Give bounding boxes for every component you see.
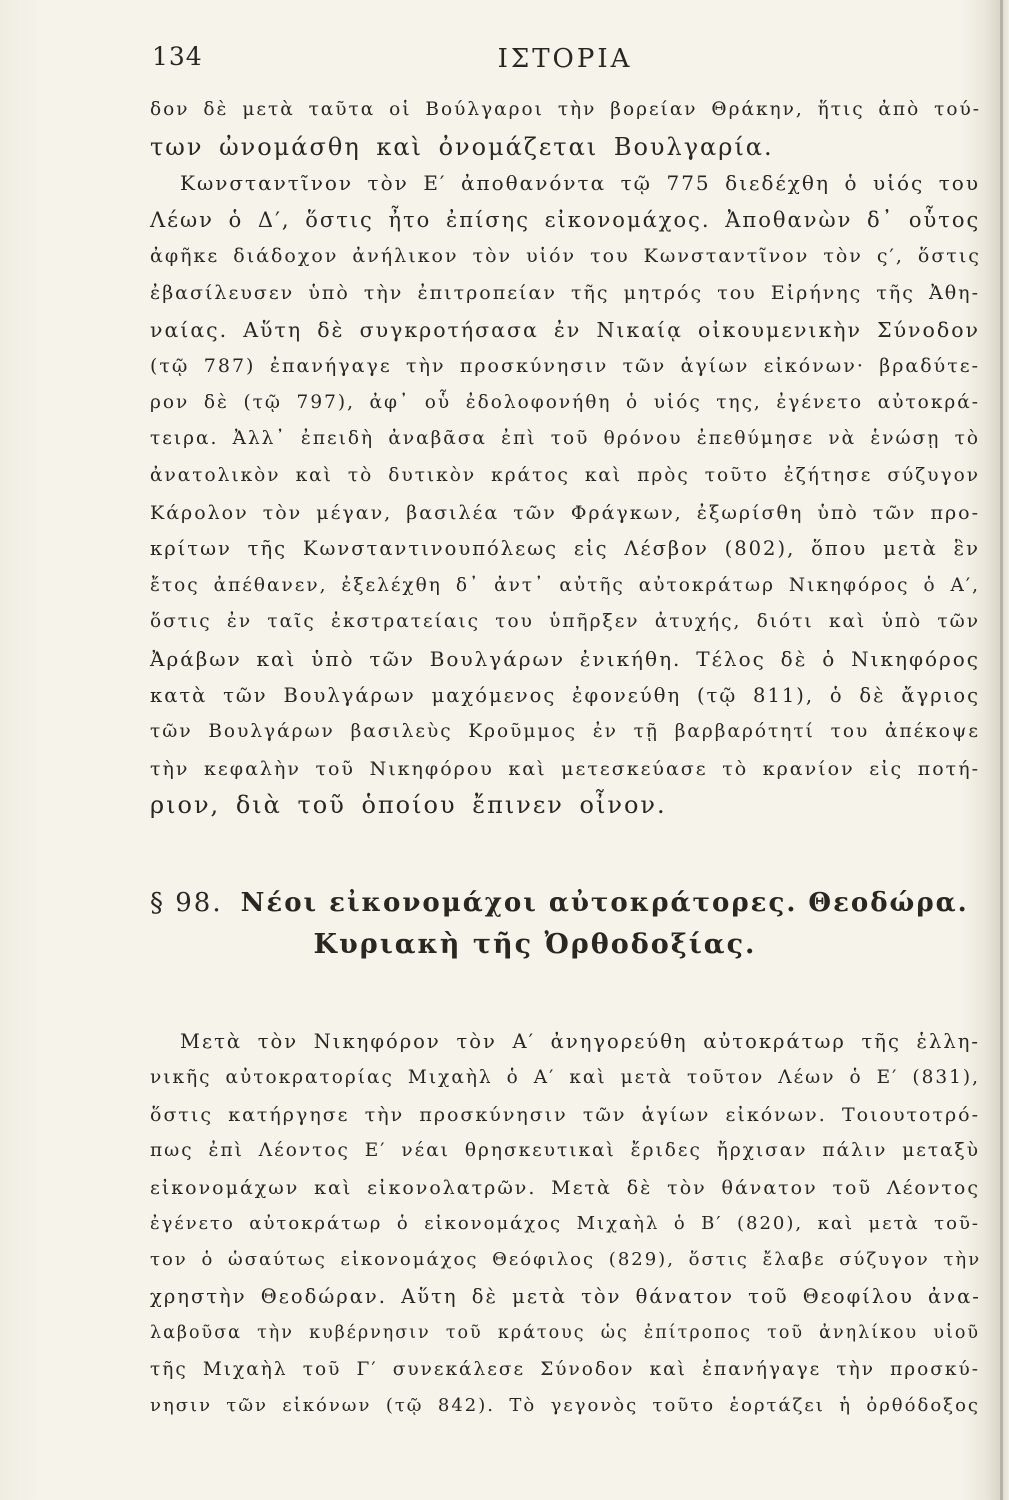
text-line: κατὰ τῶν Βουλγάρων μαχόμενος ἐφονεύθη (τῷ 811), ὁ δὲ ἄγριος [150, 683, 980, 707]
text-line: ἔτος ἀπέθανεν, ἐξελέχθη δ᾽ ἀντ᾽ αὐτῆς αὐτοκράτωρ Νικηφόρος ὁ Α′, [150, 574, 980, 596]
section-heading [150, 882, 980, 966]
page-number: 134 [152, 42, 203, 71]
text-line: πως ἐπὶ Λέοντος Ε′ νέαι θρησκευτικαὶ ἔριδες ἤρχισαν πάλιν μεταξὺ [150, 1140, 980, 1162]
section-title-part-2: Κυριακὴ τῆς Ὀρθοδοξίας. [313, 929, 757, 960]
section-title-part-1: Νέοι εἰκονομάχοι αὐτοκράτορες. Θεοδώρα. [240, 888, 969, 918]
text-line: ἀφῆκε διάδοχον ἀνήλικον τὸν υἱόν του Κωνσταντῖνον τὸν ς′, ὅστις [150, 245, 981, 268]
text-line: ἐγένετο αὐτοκράτωρ ὁ εἰκονομάχος Μιχαὴλ ὁ Β′ (820), καὶ μετὰ τοῦ- [150, 1212, 980, 1234]
text-line: νησιν τῶν εἰκόνων (τῷ 842). Τὸ γεγονὸς τοῦτο ἑορτάζει ἡ ὀρθόδοξος [150, 1394, 980, 1416]
text-line: ἐβασίλευσεν ὑπὸ τὴν ἐπιτροπείαν τῆς μητρός του Εἰρήνης τῆς Ἀθη- [150, 281, 980, 304]
text-line: τῆς Μιχαὴλ τοῦ Γ′ συνεκάλεσε Σύνοδον καὶ ἐπανήγαγε τὴν προσκύ- [150, 1358, 980, 1380]
section-number: § 98. [150, 888, 223, 918]
text-line: Κωνσταντῖνον τὸν Ε′ ἀποθανόντα τῷ 775 διεδέχθη ὁ υἱός του [180, 171, 980, 196]
text-line: ρον δὲ (τῷ 797), ἀφ᾽ οὗ ἐδολοφονήθη ὁ υἱός της, ἐγένετο αὐτοκρά- [150, 391, 980, 413]
text-line: των ὠνομάσθη καὶ ὀνομάζεται Βουλγαρία. [150, 132, 774, 161]
text-line: Ἀράβων καὶ ὑπὸ τῶν Βουλγάρων ἐνικήθη. Τέλος δὲ ὁ Νικηφόρος [150, 646, 980, 671]
text-line: (τῷ 787) ἐπανήγαγε τὴν προσκύνησιν τῶν ἁγίων εἰκόνων· βραδύτε- [150, 355, 980, 378]
text-line: ναίας. Αὕτη δὲ συγκροτήσασα ἐν Νικαίᾳ οἰκουμενικὴν Σύνοδον [150, 317, 980, 342]
text-line: λαβοῦσα τὴν κυβέρνησιν τοῦ κράτους ὡς ἐπίτροπος τοῦ ἀνηλίκου υἱοῦ [150, 1323, 980, 1344]
text-line: Λέων ὁ Δ′, ὅστις ἦτο ἐπίσης εἰκονομάχος. Ἀποθανὼν δ᾽ οὗτος [150, 207, 981, 232]
text-line: τὴν κεφαλὴν τοῦ Νικηφόρου καὶ μετεσκεύασε τὸ κρανίον εἰς ποτή- [150, 757, 980, 780]
text-line: ἀνατολικὸν καὶ τὸ δυτικὸν κράτος καὶ πρὸς τοῦτο ἐζήτησε σύζυγον [150, 464, 980, 486]
text-line: νικῆς αὐτοκρατορίας Μιχαὴλ ὁ Α′ καὶ μετὰ τοῦτον Λέων ὁ Ε′ (831), [150, 1067, 980, 1089]
text-line: ὅστις ἐν ταῖς ἐκστρατείαις του ὑπῆρξεν ἀτυχής, διότι καὶ ὑπὸ τῶν [150, 611, 980, 633]
text-line: εἰκονομάχων καὶ εἰκονολατρῶν. Μετὰ δὲ τὸν θάνατον τοῦ Λέοντος [150, 1176, 980, 1199]
text-line: ριον, διὰ τοῦ ὁποίου ἔπινεν οἶνον. [150, 791, 667, 820]
running-title: ΙΣΤΟΡΙΑ [497, 44, 633, 74]
text-line: ὅστις κατήργησε τὴν προσκύνησιν τῶν ἁγίων εἰκόνων. Τοιουτοτρό- [150, 1103, 980, 1126]
text-line: δον δὲ μετὰ ταῦτα οἱ Βούλγαροι τὴν βορείαν Θράκην, ἥτις ἀπὸ τού- [150, 99, 981, 120]
text-block-bottom [150, 1024, 980, 1424]
text-line: τειρα. Ἀλλ᾽ ἐπειδὴ ἀναβᾶσα ἐπὶ τοῦ θρόνου ἐπεθύμησε νὰ ἑνώσῃ τὸ [150, 428, 980, 450]
section-heading-line-1 [150, 882, 980, 924]
text-block-top [150, 92, 980, 824]
text-line: κρίτων τῆς Κωνσταντινουπόλεως εἰς Λέσβον (802), ὅπου μετὰ ἓν [150, 537, 980, 561]
text-line: χρηστὴν Θεοδώραν. Αὕτη δὲ μετὰ τὸν θάνατον τοῦ Θεοφίλου ἀνα- [150, 1284, 981, 1308]
text-line: τῶν Βουλγάρων βασιλεὺς Κροῦμμος ἐν τῇ βαρβαρότητί του ἀπέκοψε [150, 721, 980, 743]
text-line: Κάρολον τὸν μέγαν, βασιλέα τῶν Φράγκων, ἐξωρίσθη ὑπὸ τῶν προ- [150, 501, 980, 524]
page-header [150, 42, 980, 82]
text-line: τον ὁ ὡσαύτως εἰκονομάχος Θεόφιλος (829), ὅστις ἔλαβε σύζυγον τὴν [150, 1249, 982, 1271]
page-spine-edge [1000, 0, 1003, 1500]
text-line: Μετὰ τὸν Νικηφόρον τὸν Α′ ἀνηγορεύθη αὐτοκράτωρ τῆς ἑλλη- [180, 1030, 980, 1053]
